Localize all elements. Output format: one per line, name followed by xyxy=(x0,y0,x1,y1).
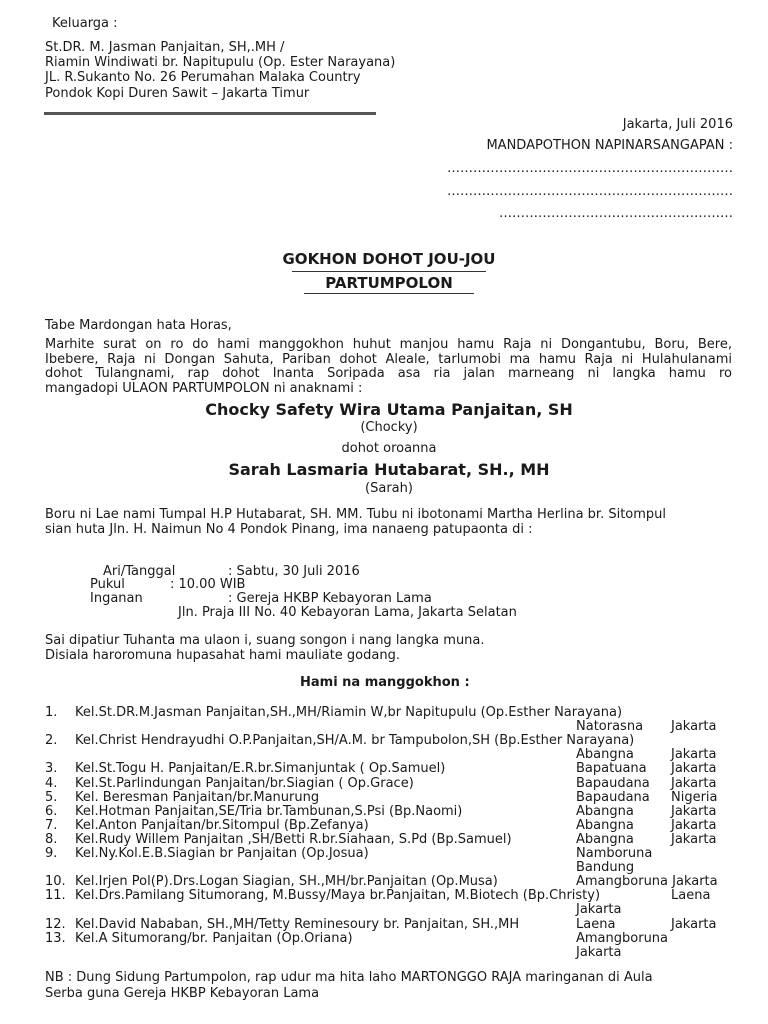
signer-number: 7. xyxy=(45,817,58,833)
greeting: Tabe Mardongan hata Horas, xyxy=(45,318,232,333)
intro-line: Marhite surat on ro do hami manggokhon huhut manjou hamu Raja ni Dongantubu, Boru, Bere, xyxy=(45,337,732,352)
signer-row xyxy=(45,747,735,761)
groom-name: Chocky Safety Wira Utama Panjaitan, SH xyxy=(205,400,573,419)
signer-relation: Amangboruna xyxy=(576,930,669,946)
address-line: Riamin Windiwati br. Napitupulu (Op. Ester Narayana) xyxy=(45,55,396,70)
event-address: Jln. Praja III No. 40 Kebayoran Lama, Jakarta Selatan xyxy=(178,605,517,620)
signer-number: 10. xyxy=(45,874,66,890)
signer-relation: Namboruna xyxy=(576,846,653,861)
conjunction: dohot oroanna xyxy=(341,441,437,456)
address-divider xyxy=(44,112,376,115)
title-line-2: PARTUMPOLON xyxy=(325,274,453,292)
place-date: Jakarta, Juli 2016 xyxy=(622,117,733,132)
signer-name: Kel.Irjen Pol(P).Drs.Logan Siagian, SH.,MH/br.Panjaitan (Op.Musa) xyxy=(75,874,498,890)
signer-row xyxy=(45,719,735,733)
signer-row xyxy=(45,888,735,902)
signer-number: 6. xyxy=(45,803,58,819)
signer-name: Kel. Beresman Panjaitan/br.Manurung xyxy=(75,789,320,805)
event-day-value: : Sabtu, 30 Juli 2016 xyxy=(228,564,360,579)
signer-row xyxy=(45,832,735,846)
title-line-1: GOKHON DOHOT JOU-JOU xyxy=(282,250,496,268)
event-day-label: Ari/Tanggal xyxy=(103,564,176,579)
signer-name: Kel.St.DR.M.Jasman Panjaitan,SH.,MH/Riamin W,br Napitupulu (Op.Esther Narayana) xyxy=(75,705,623,720)
signer-row xyxy=(45,818,735,832)
recipient-dots: ……………………………………………… xyxy=(499,206,733,221)
signer-row xyxy=(45,902,735,916)
intro-line: dohot Tulangnami, rap dohot Inanta Soripada asa ria jalan marneang ni langka hamu ro xyxy=(45,366,732,382)
recipient-heading: MANDAPOTHON NAPINARSANGAPAN : xyxy=(486,138,733,153)
signer-number: 13. xyxy=(45,930,66,946)
event-place-value: : Gereja HKBP Kebayoran Lama xyxy=(228,591,432,606)
signer-row xyxy=(45,917,735,931)
signer-row xyxy=(45,846,735,860)
signer-number: 9. xyxy=(45,846,58,861)
signer-name: Kel.David Nababan, SH.,MH/Tetty Reminesoury br. Panjaitan, SH.,MH xyxy=(75,916,520,932)
event-time-label: Pukul xyxy=(90,577,125,592)
signer-row xyxy=(45,945,735,959)
event-place-label: Inganan xyxy=(90,591,143,606)
signer-relation: Bapaudana xyxy=(576,789,650,805)
signer-relation: Abangna xyxy=(576,831,634,847)
signer-number: 3. xyxy=(45,761,58,777)
groom-nickname: (Chocky) xyxy=(360,420,418,435)
signer-name: Kel.Anton Panjaitan/br.Sitompul (Bp.Zefanya) xyxy=(75,817,369,833)
signers-title: Hami na manggokhon : xyxy=(300,675,470,690)
note-line: Serba guna Gereja HKBP Kebayoran Lama xyxy=(45,986,320,1001)
recipient-dots: ………………………………………………………… xyxy=(447,161,733,176)
signer-number: 2. xyxy=(45,733,58,749)
signer-city: Jakarta xyxy=(671,719,717,735)
signer-relation: Abangna xyxy=(576,817,634,833)
signer-relation: Laena xyxy=(576,916,616,932)
closing-line: Sai dipatiur Tuhanta ma ulaon i, suang songon i nang langka muna. xyxy=(45,633,485,648)
address-line: Pondok Kopi Duren Sawit – Jakarta Timur xyxy=(45,86,310,101)
note-line: NB : Dung Sidung Partumpolon, rap udur ma hita laho MARTONGGO RAJA maringanan di Aula xyxy=(45,970,653,985)
signer-row xyxy=(45,804,735,818)
intro-line: Ibebere, Raja ni Dongan Sahuta, Pariban dohot Aleale, tarlumobi ma hamu Raja ni Hulahulanami xyxy=(45,351,732,367)
signer-relation: Bapaudana xyxy=(576,775,650,791)
intro-line: mangadopi ULAON PARTUMPOLON ni anaknami : xyxy=(45,380,363,396)
signer-row xyxy=(45,761,735,775)
signer-city: Jakarta xyxy=(671,803,717,819)
intro-paragraph xyxy=(45,338,732,396)
signer-city: Nigeria xyxy=(671,789,718,805)
family-heading: Keluarga : xyxy=(52,16,118,31)
signer-name: Kel.St.Togu H. Panjaitan/E.R.br.Simanjuntak ( Op.Samuel) xyxy=(75,761,446,777)
signer-relation: Abangna xyxy=(576,747,634,763)
signer-number: 12. xyxy=(45,916,66,932)
signer-city: Jakarta xyxy=(671,817,717,833)
event-time-value: : 10.00 WIB xyxy=(170,577,246,592)
address-line: St.DR. M. Jasman Panjaitan, SH,.MH / xyxy=(45,40,285,55)
bride-description: sian huta Jln. H. Naimun No 4 Pondok Pinang, ima nanaeng patupaonta di : xyxy=(45,522,533,537)
signer-city: Laena xyxy=(671,888,711,904)
signer-row xyxy=(45,874,735,888)
bride-description: Boru ni Lae nami Tumpal H.P Hutabarat, SH. MM. Tubu ni ibotonami Martha Herlina br. Sitompul xyxy=(45,507,667,522)
title-underline xyxy=(292,271,486,272)
signer-city: Jakarta xyxy=(671,916,717,932)
signer-relation: Natorasna xyxy=(576,719,644,735)
closing-line: Disiala haroromuna hupasahat hami mauliate godang. xyxy=(45,648,400,663)
address-line: JL. R.Sukanto No. 26 Perumahan Malaka Country xyxy=(45,70,361,85)
signer-name: Kel.Rudy Willem Panjaitan ,SH/Betti R.br.Siahaan, S.Pd (Bp.Samuel) xyxy=(75,831,512,847)
signer-number: 8. xyxy=(45,831,58,847)
signer-name: Kel.Christ Hendrayudhi O.P.Panjaitan,SH/A.M. br Tampubolon,SH (Bp.Esther Narayana) xyxy=(75,733,635,749)
title-underline xyxy=(304,293,474,294)
signer-number: 4. xyxy=(45,775,58,791)
recipient-dots: ………………………………………………………… xyxy=(447,184,733,199)
signer-relation: Jakarta xyxy=(576,944,622,960)
signer-row xyxy=(45,776,735,790)
bride-nickname: (Sarah) xyxy=(365,481,413,496)
signer-city: Jakarta xyxy=(671,831,717,847)
signer-name: Kel.St.Parlindungan Panjaitan/br.Siagian ( Op.Grace) xyxy=(75,775,414,791)
signer-row xyxy=(45,705,735,719)
signer-row xyxy=(45,860,735,874)
bride-name: Sarah Lasmaria Hutabarat, SH., MH xyxy=(228,460,550,479)
signer-relation: Bandung xyxy=(576,860,635,876)
signer-name: Kel.Hotman Panjaitan,SE/Tria br.Tambunan,S.Psi (Bp.Naomi) xyxy=(75,803,463,819)
signer-relation: Bapatuana xyxy=(576,761,647,777)
signer-city: Jakarta xyxy=(671,775,717,791)
signer-relation: Amangboruna Jakarta xyxy=(576,874,718,890)
signer-number: 5. xyxy=(45,789,58,805)
signer-number: 11. xyxy=(45,888,66,904)
signer-row xyxy=(45,733,735,747)
signer-name: Kel.Ny.Kol.E.B.Siagian br Panjaitan (Op.Josua) xyxy=(75,846,369,861)
signer-row xyxy=(45,931,735,945)
signer-city: Jakarta xyxy=(671,747,717,763)
signer-number: 1. xyxy=(45,705,58,720)
signer-city: Jakarta xyxy=(671,761,717,777)
signer-relation: Jakarta xyxy=(576,902,622,918)
signer-name: Kel.A Situmorang/br. Panjaitan (Op.Oriana) xyxy=(75,930,353,946)
signer-row xyxy=(45,790,735,804)
signer-relation: Abangna xyxy=(576,803,634,819)
signer-name: Kel.Drs.Pamilang Situmorang, M.Bussy/Maya br.Panjaitan, M.Biotech (Bp.Christy) xyxy=(75,888,601,904)
